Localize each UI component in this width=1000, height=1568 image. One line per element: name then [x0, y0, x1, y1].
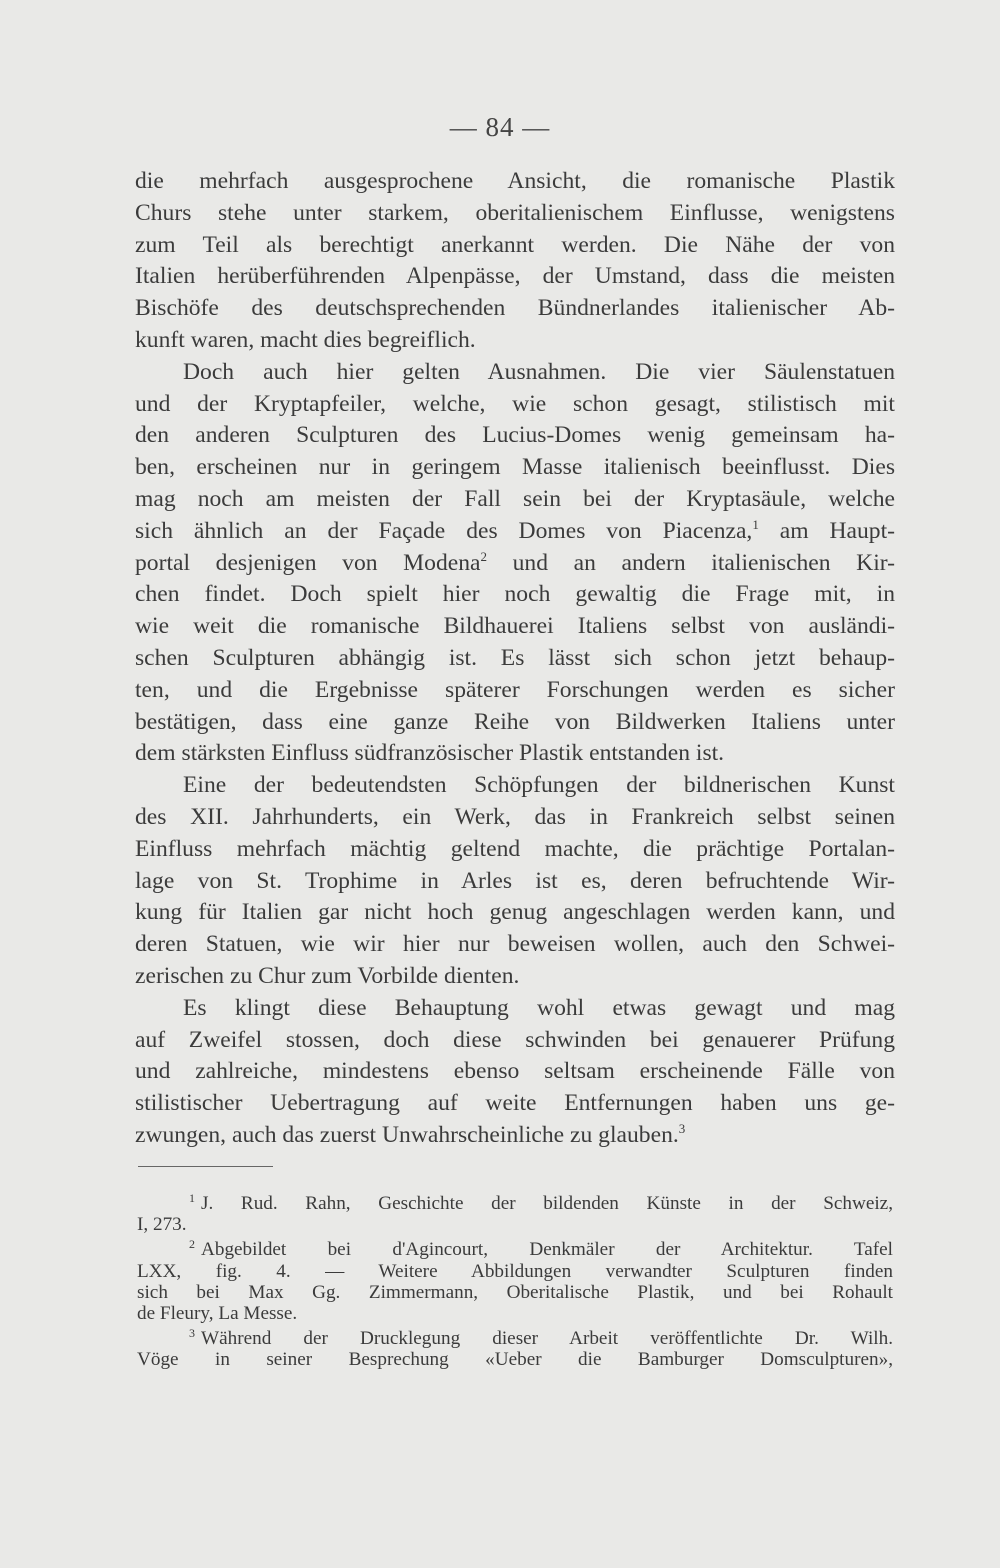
text-segment: Während der Drucklegung dieser Arbeit veröffentlichte Dr. Wilh. [201, 1328, 893, 1350]
paragraph-4 [135, 993, 895, 1152]
text-line: deren Statuen, wie wir hier nur beweisen wollen, auch den Schwei- [135, 931, 895, 958]
text-line: Doch auch hier gelten Ausnahmen. Die vier Säulenstatuen [183, 358, 895, 385]
text-line: bestätigen, dass eine ganze Reihe von Bildwerken Italiens unter [135, 708, 895, 735]
text-line: wie weit die romanische Bildhauerei Italiens selbst von ausländi- [135, 613, 895, 640]
footnote-1 [137, 1193, 893, 1235]
text-line: Bischöfe des deutschsprechenden Bündnerlandes italienischer Ab- [135, 295, 895, 322]
text-line: kung für Italien gar nicht hoch genug angeschlagen werden kann, und [135, 899, 895, 926]
text-segment: am Haupt- [758, 517, 895, 544]
footnote-3 [137, 1328, 893, 1370]
text-line: die mehrfach ausgesprochene Ansicht, die romanische Plastik [135, 168, 895, 194]
text-line: kunft waren, macht dies begreiflich. [135, 326, 476, 353]
text-line: chen findet. Doch spielt hier noch gewaltig die Frage mit, in [135, 581, 895, 608]
text-line: Churs stehe unter starkem, oberitalienischem Einflusse, wenigstens [135, 199, 895, 226]
text-line: ten, und die Ergebnisse späterer Forschungen werden es sicher [135, 676, 895, 703]
text-line-with-footnote-ref [135, 1120, 895, 1152]
text-line: den anderen Sculpturen des Lucius-Domes wenig gemeinsam ha- [135, 422, 895, 449]
paragraph-3 [135, 770, 895, 993]
footnote-marker: 1 [189, 1191, 195, 1205]
text-line: lage von St. Trophime in Arles ist es, deren befruchtende Wir- [135, 867, 895, 894]
text-segment: sich ähnlich an der Façade des Domes von Piacenza, [135, 517, 753, 544]
footnote-line: de Fleury, La Messe. [137, 1302, 298, 1324]
paragraph-1 [135, 166, 895, 357]
text-segment: portal desjenigen von Modena [135, 549, 481, 576]
text-line: ben, erscheinen nur in geringem Masse italienisch beeinflusst. Dies [135, 454, 895, 481]
footnote-ref-1: 1 [752, 516, 759, 532]
text-line: des XII. Jahrhunderts, ein Werk, das in Frankreich selbst seinen [135, 803, 895, 830]
footnote-line [137, 1239, 893, 1260]
main-text [135, 166, 895, 1152]
footnote-line [137, 1328, 893, 1349]
text-line-with-footnote-ref [135, 516, 895, 548]
text-line: Es klingt diese Behauptung wohl etwas gewagt und mag [183, 994, 895, 1021]
page-number: — 84 — [449, 112, 551, 142]
text-line: Einfluss mehrfach mächtig geltend machte, die prächtige Portalan- [135, 835, 895, 862]
text-line: und der Kryptapfeiler, welche, wie schon gesagt, stilistisch mit [135, 390, 895, 417]
footnote-ref-3: 3 [678, 1120, 686, 1136]
footnote-marker: 3 [189, 1326, 195, 1341]
text-line: Italien herüberführenden Alpenpässe, der Umstand, dass die meisten [135, 263, 895, 290]
text-line: zerischen zu Chur zum Vorbilde dienten. [135, 962, 520, 989]
footnote-line: Vöge in seiner Besprechung «Ueber die Bamburger Domsculpturen», [137, 1349, 893, 1371]
text-line: mag noch am meisten der Fall sein bei der Kryptasäule, welche [135, 485, 895, 512]
text-line: schen Sculpturen abhängig ist. Es lässt sich schon jetzt behaup- [135, 644, 895, 671]
text-line: auf Zweifel stossen, doch diese schwinden bei genauerer Prüfung [135, 1026, 895, 1053]
footnote-line [137, 1193, 893, 1214]
text-line: Eine der bedeutendsten Schöpfungen der bildnerischen Kunst [183, 772, 895, 799]
footnote-line: I, 273. [137, 1214, 187, 1236]
text-line: und zahlreiche, mindestens ebenso seltsam erscheinende Fälle von [135, 1058, 895, 1085]
text-line: stilistischer Uebertragung auf weite Entfernungen haben uns ge- [135, 1090, 895, 1117]
text-segment: J. Rud. Rahn, Geschichte der bildenden Künste in der Schweiz, [201, 1193, 893, 1214]
footnote-2 [137, 1239, 893, 1324]
footnote-line: sich bei Max Gg. Zimmermann, Oberitalische Plastik, und bei Rohault [137, 1281, 893, 1303]
text-segment: Abgebildet bei d'Agincourt, Denkmäler der Architektur. Tafel [201, 1239, 893, 1261]
footnote-ref-2: 2 [480, 548, 487, 564]
text-line: dem stärksten Einfluss südfranzösischer Plastik entstanden ist. [135, 740, 725, 767]
footnote-separator [138, 1166, 273, 1167]
text-segment: zwungen, auch das zuerst Unwahrscheinliche zu glauben. [135, 1121, 679, 1148]
text-line-with-footnote-ref [135, 548, 895, 580]
text-line: zum Teil als berechtigt anerkannt werden. Die Nähe der von [135, 231, 895, 258]
footnote-marker: 2 [189, 1237, 195, 1252]
footnote-line: LXX, fig. 4. — Weitere Abbildungen verwandter Sculpturen finden [137, 1260, 893, 1282]
paragraph-2 [135, 357, 895, 770]
text-segment: und an andern italienischen Kir- [486, 549, 895, 576]
footnotes [137, 1193, 893, 1371]
